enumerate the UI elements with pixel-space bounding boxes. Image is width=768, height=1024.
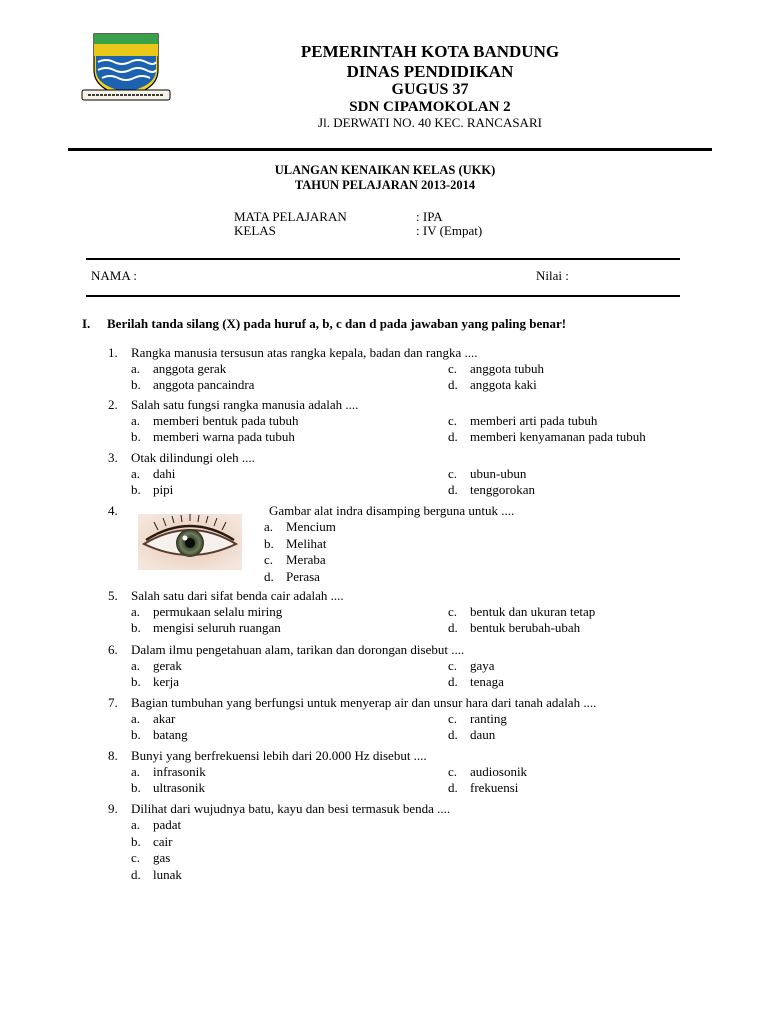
exam-title: ULANGAN KENAIKAN KELAS (UKK) — [274, 163, 496, 177]
question-text: Dilihat dari wujudnya batu, kayu dan besi termasuk benda .... — [131, 801, 451, 816]
option-letter: a. — [264, 519, 274, 534]
option-text: daun — [470, 727, 496, 742]
question-number: 4. — [108, 503, 118, 518]
option-text: gerak — [153, 658, 182, 673]
option-text: memberi arti pada tubuh — [470, 413, 598, 428]
option-letter: c. — [448, 711, 458, 726]
option-text: permukaan selalu miring — [153, 604, 283, 619]
option-text: akar — [153, 711, 176, 726]
option-text: gas — [153, 850, 171, 865]
option-text: ranting — [470, 711, 507, 726]
option-text: batang — [153, 727, 188, 742]
question-number: 1. — [108, 345, 118, 360]
option-letter: a. — [131, 817, 141, 832]
option-letter: b. — [264, 535, 274, 551]
header-government: PEMERINTAH KOTA BANDUNG — [300, 42, 560, 61]
option-letter: b. — [131, 674, 141, 689]
option-letter: c. — [131, 850, 141, 865]
question-text: Dalam ilmu pengetahuan alam, tarikan dan dorongan disebut .... — [131, 642, 465, 657]
question-number: 9. — [108, 801, 118, 816]
question-number: 6. — [108, 642, 118, 657]
option-text: Mencium — [286, 519, 336, 534]
subject-value: : IPA — [416, 209, 443, 224]
option-letter: a. — [131, 361, 141, 376]
section-instruction: Berilah tanda silang (X) pada huruf a, b, c dan d pada jawaban yang paling benar! — [107, 316, 567, 331]
header-address: Jl. DERWATI NO. 40 KEC. RANCASARI — [318, 115, 542, 130]
city-crest-logo — [80, 30, 172, 104]
option-text: frekuensi — [470, 780, 519, 795]
option-letter: d. — [448, 620, 458, 635]
option-letter: d. — [264, 568, 274, 584]
question-number: 2. — [108, 397, 118, 412]
question-number: 8. — [108, 748, 118, 763]
option-letter: b. — [131, 429, 141, 444]
question-text: Gambar alat indra disamping berguna untuk .... — [269, 503, 515, 518]
option-text: memberi kenyamanan pada tubuh — [470, 429, 646, 444]
option-letter: b. — [131, 833, 141, 849]
option-letter: a. — [131, 413, 141, 428]
header-office: DINAS PENDIDIKAN — [346, 62, 514, 81]
option-text: mengisi seluruh ruangan — [153, 620, 281, 635]
option-text: dahi — [153, 466, 176, 481]
option-text: padat — [153, 817, 182, 832]
class-value: : IV (Empat) — [416, 223, 483, 238]
score-label: Nilai : — [536, 268, 569, 283]
header-cluster: GUGUS 37 — [391, 81, 469, 98]
name-label: NAMA : — [91, 268, 137, 283]
option-letter: a. — [131, 658, 141, 673]
option-letter: d. — [448, 377, 458, 392]
option-text: anggota kaki — [470, 377, 537, 392]
name-box-bottom-line — [86, 295, 680, 297]
question-text: Otak dilindungi oleh .... — [131, 450, 255, 465]
question-text: Rangka manusia tersusun atas rangka kepala, badan dan rangka .... — [131, 345, 478, 360]
exam-year: TAHUN PELAJARAN 2013-2014 — [294, 178, 476, 192]
option-letter: d. — [448, 482, 458, 497]
question-text: Bunyi yang berfrekuensi lebih dari 20.000 Hz disebut .... — [131, 748, 427, 763]
option-letter: d. — [448, 780, 458, 795]
question-text: Bagian tumbuhan yang berfungsi untuk menyerap air dan unsur hara dari tanah adalah .... — [131, 695, 597, 710]
option-letter: b. — [131, 780, 141, 795]
option-letter: b. — [131, 727, 141, 742]
header-school: SDN CIPAMOKOLAN 2 — [349, 99, 511, 115]
section-number: I. — [82, 316, 91, 331]
option-text: audiosonik — [470, 764, 528, 779]
question-number: 7. — [108, 695, 118, 710]
option-text: ultrasonik — [153, 780, 205, 795]
option-text: pipi — [153, 482, 174, 497]
option-text: infrasonik — [153, 764, 206, 779]
option-text: anggota tubuh — [470, 361, 545, 376]
option-text: bentuk berubah-ubah — [470, 620, 581, 635]
option-letter: c. — [264, 552, 274, 567]
question-text: Salah satu dari sifat benda cair adalah .... — [131, 588, 344, 603]
option-letter: b. — [131, 482, 141, 497]
option-letter: a. — [131, 466, 141, 481]
name-box-top-line — [86, 258, 680, 260]
subject-label: MATA PELAJARAN — [234, 209, 347, 224]
option-letter: d. — [131, 866, 141, 882]
option-letter: d. — [448, 429, 458, 444]
option-text: ubun-ubun — [470, 466, 527, 481]
option-letter: c. — [448, 466, 458, 481]
option-letter: c. — [448, 658, 458, 673]
option-letter: a. — [131, 711, 141, 726]
option-letter: b. — [131, 620, 141, 635]
option-text: Perasa — [286, 568, 320, 584]
option-text: cair — [153, 833, 173, 849]
option-text: memberi warna pada tubuh — [153, 429, 295, 444]
option-text: gaya — [470, 658, 495, 673]
option-text: Meraba — [286, 552, 326, 567]
option-text: memberi bentuk pada tubuh — [153, 413, 299, 428]
option-letter: c. — [448, 413, 458, 428]
option-text: tenaga — [470, 674, 504, 689]
option-letter: a. — [131, 604, 141, 619]
header-divider — [68, 148, 712, 151]
option-text: kerja — [153, 674, 179, 689]
option-letter: c. — [448, 361, 458, 376]
option-letter: d. — [448, 674, 458, 689]
option-text: anggota gerak — [153, 361, 227, 376]
option-letter: b. — [131, 377, 141, 392]
option-letter: a. — [131, 764, 141, 779]
option-text: tenggorokan — [470, 482, 535, 497]
question-number: 5. — [108, 588, 118, 603]
class-label: KELAS — [234, 223, 276, 238]
option-letter: d. — [448, 727, 458, 742]
eye-image — [138, 514, 242, 570]
option-text: Melihat — [286, 535, 327, 551]
option-letter: c. — [448, 604, 458, 619]
question-text: Salah satu fungsi rangka manusia adalah .... — [131, 397, 359, 412]
option-text: bentuk dan ukuran tetap — [470, 604, 596, 619]
option-text: anggota pancaindra — [153, 377, 255, 392]
question-number: 3. — [108, 450, 118, 465]
option-text: lunak — [153, 866, 182, 882]
option-letter: c. — [448, 764, 458, 779]
